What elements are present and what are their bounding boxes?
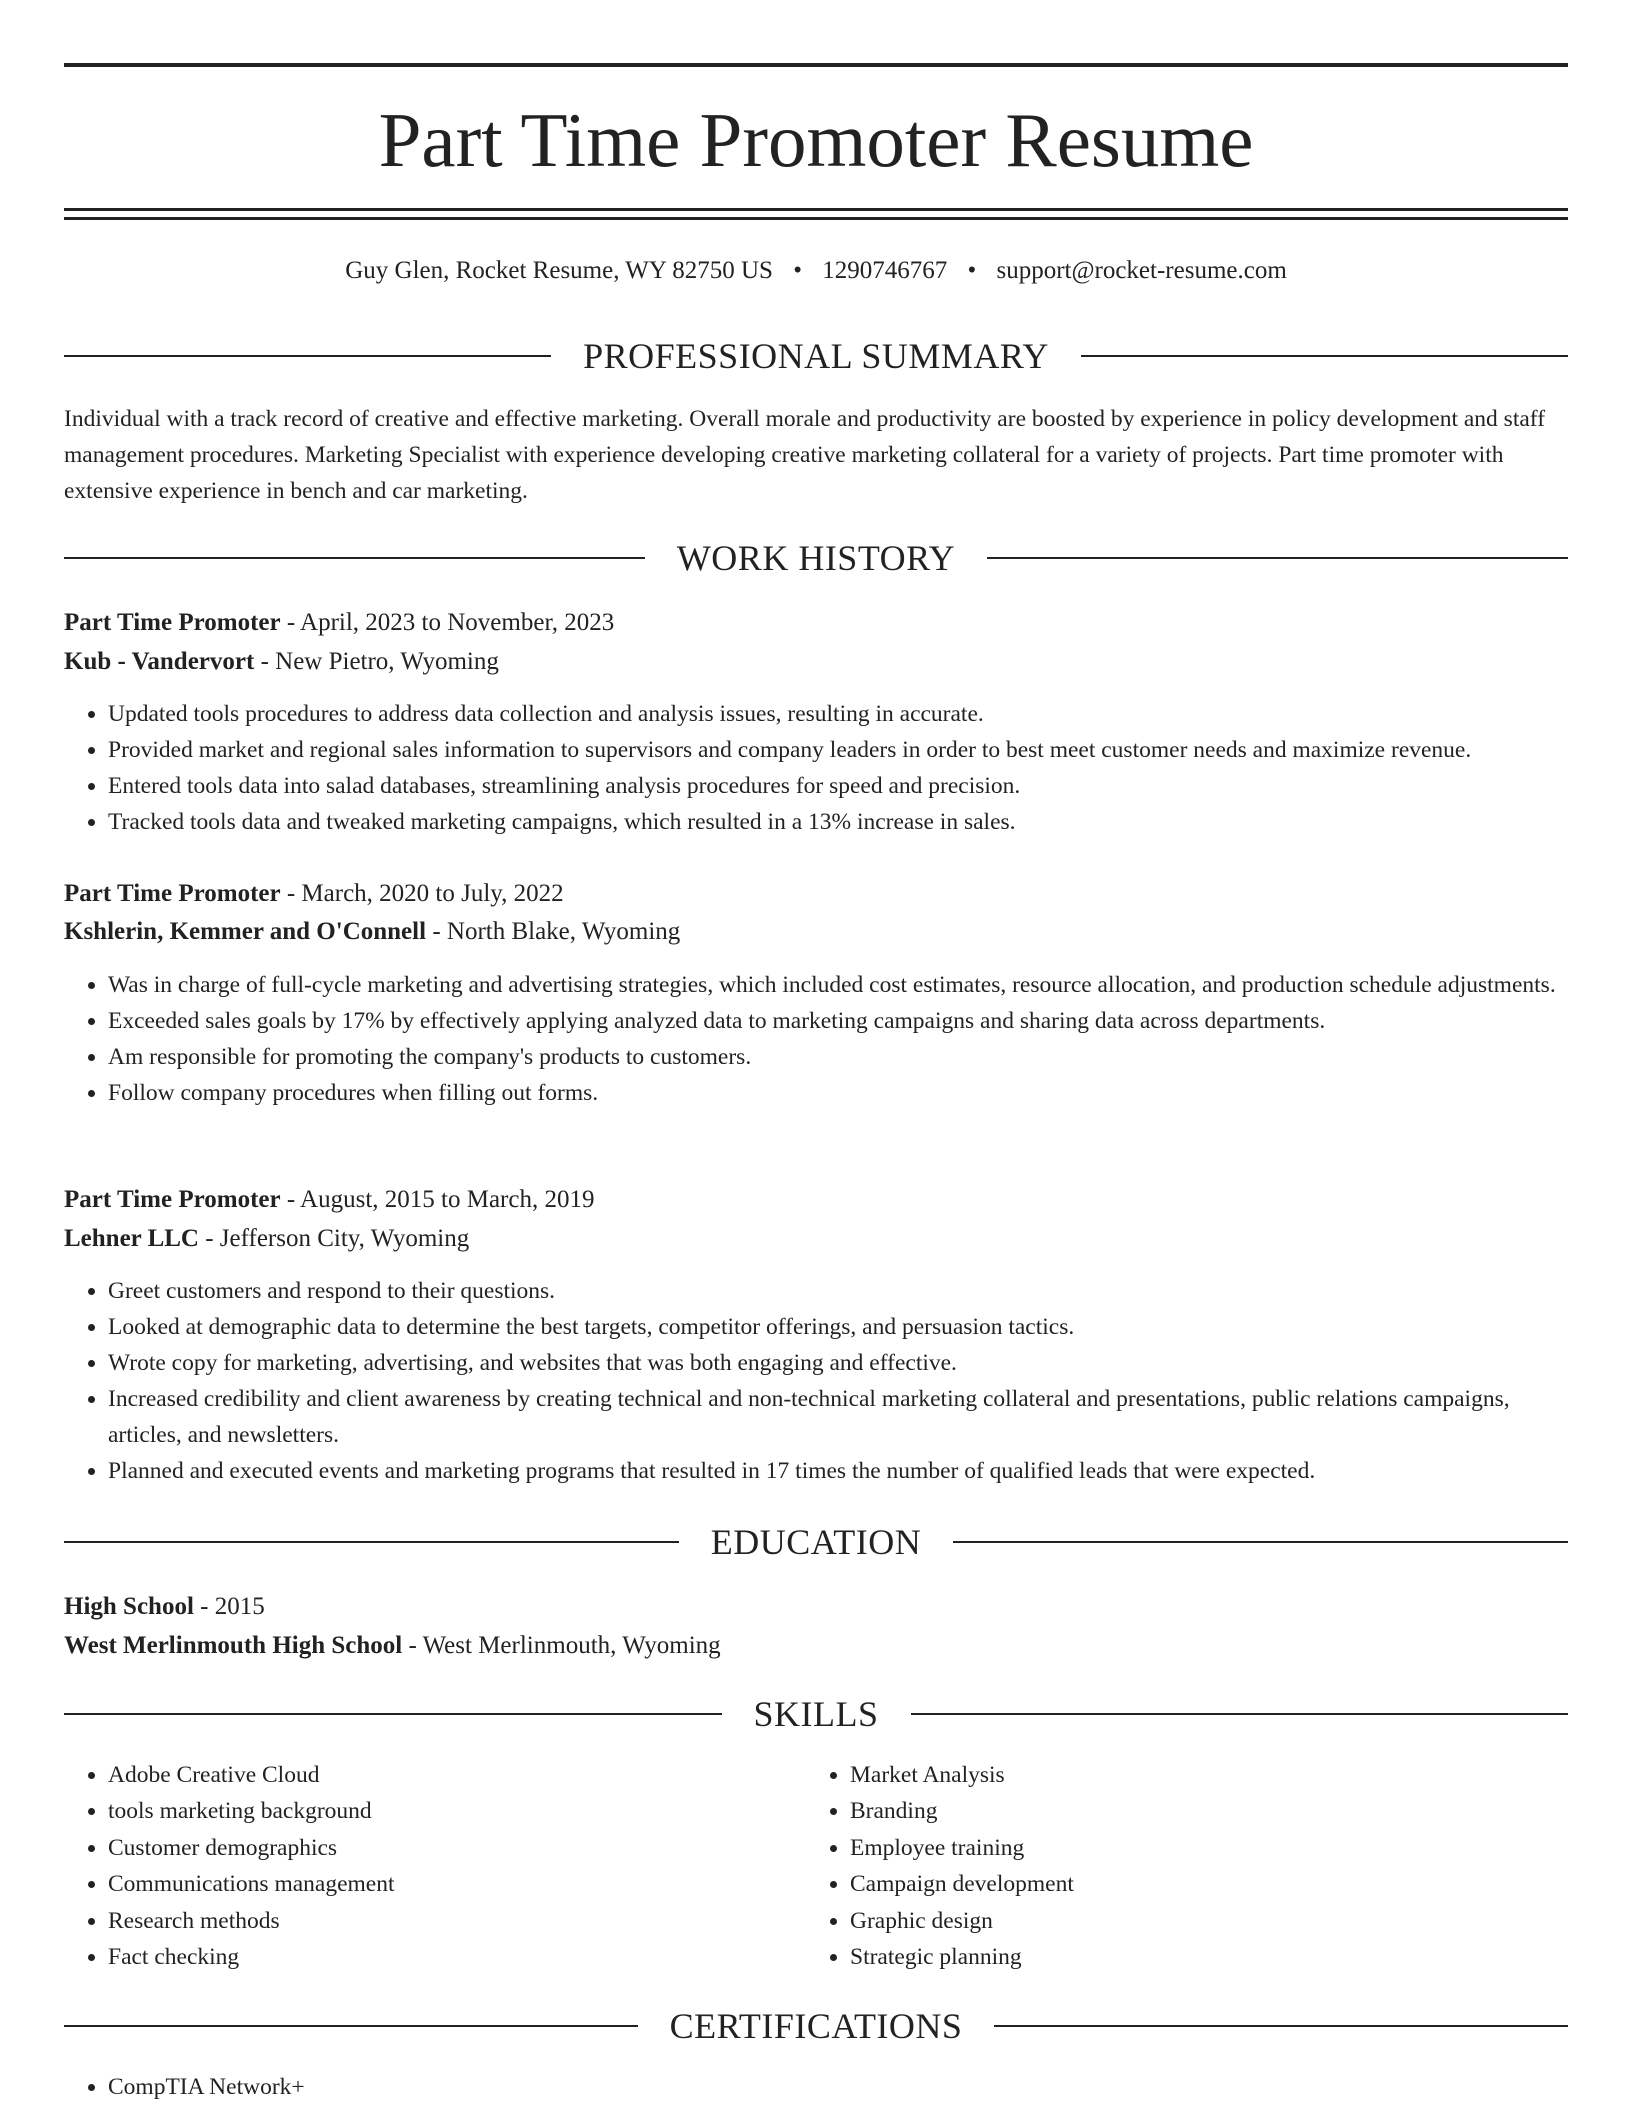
education-location: - West Merlinmouth, Wyoming <box>402 1632 721 1659</box>
skill-item: • Customer demographics <box>108 1830 808 1866</box>
section-title: CERTIFICATIONS <box>669 2006 963 2046</box>
job-dates: - April, 2023 to November, 2023 <box>280 609 615 636</box>
list-item: • Follow company procedures when filling out forms. <box>108 1075 1568 1111</box>
list-item: • Was in charge of full-cycle marketing and advertising strategies, which included cost estimates, resource allocation, and production schedule adjustments. <box>108 967 1568 1003</box>
job-company: Kshlerin, Kemmer and O'Connell <box>64 918 427 945</box>
contact-separator: • <box>967 257 977 284</box>
skill-item: • Fact checking <box>108 1939 808 1975</box>
skills-list-left <box>64 1757 808 1975</box>
skill-item: • Adobe Creative Cloud <box>108 1757 808 1793</box>
list-item: • Provided market and regional sales information to supervisors and company leaders in order to best meet customer needs and maximize revenue. <box>108 732 1568 768</box>
list-item: • Am responsible for promoting the company's products to customers. <box>108 1039 1568 1075</box>
section-title: PROFESSIONAL SUMMARY <box>583 336 1049 376</box>
heading-rule <box>64 557 645 559</box>
skill-item: • Communications management <box>108 1866 808 1902</box>
list-item: • Looked at demographic data to determine the best targets, competitor offerings, and persuasion tactics. <box>108 1309 1568 1345</box>
skill-item: • Employee training <box>850 1830 1550 1866</box>
job-title: Part Time Promoter <box>64 609 281 636</box>
section-title: SKILLS <box>753 1694 879 1734</box>
heading-rule <box>1081 355 1568 357</box>
job-title-line <box>64 877 1568 911</box>
title-double-rule <box>64 208 1568 220</box>
section-title: WORK HISTORY <box>676 538 956 578</box>
contact-address: Guy Glen, Rocket Resume, WY 82750 US <box>345 257 773 284</box>
education-year: - 2015 <box>193 1593 265 1620</box>
education-school: West Merlinmouth High School <box>64 1632 403 1659</box>
heading-rule <box>64 1541 679 1543</box>
skills-list-right <box>806 1757 1550 1975</box>
skill-item: • Strategic planning <box>850 1939 1550 1975</box>
certifications-list <box>64 2069 1568 2105</box>
heading-rule <box>64 2025 638 2027</box>
education-degree: High School <box>64 1593 194 1620</box>
job-dates: - March, 2020 to July, 2022 <box>280 880 564 907</box>
top-rule <box>64 63 1568 67</box>
list-item: • Exceeded sales goals by 17% by effectively applying analyzed data to marketing campaigns and sharing data across departments. <box>108 1003 1568 1039</box>
summary-text: Individual with a track record of creative and effective marketing. Overall morale and productivity are boosted by experience in policy development and staff management procedures. Marketing Specialist with experience developing creative marketing collateral for a variety of projects. Part time promoter with extensive experience in bench and car marketing. <box>64 406 1546 504</box>
heading-rule <box>64 1713 722 1715</box>
job-company: Lehner LLC <box>64 1225 199 1252</box>
job-location: - North Blake, Wyoming <box>426 918 681 945</box>
list-item: • Updated tools procedures to address data collection and analysis issues, resulting in accurate. <box>108 696 1568 732</box>
skill-item: • Research methods <box>108 1903 808 1939</box>
contact-phone: 1290746767 <box>822 257 948 284</box>
job-location: - Jefferson City, Wyoming <box>198 1225 470 1252</box>
job-bullets <box>64 967 1568 1111</box>
section-heading-certifications <box>64 2004 1568 2048</box>
job-title: Part Time Promoter <box>64 880 281 907</box>
section-heading-work-history <box>64 536 1568 580</box>
list-item: • Tracked tools data and tweaked marketing campaigns, which resulted in a 13% increase in sales. <box>108 804 1568 840</box>
section-title: EDUCATION <box>710 1522 922 1562</box>
education-school-line <box>64 1629 1568 1663</box>
section-heading-education <box>64 1520 1568 1564</box>
job-bullets <box>64 696 1568 840</box>
job-company: Kub - Vandervort <box>64 648 255 675</box>
certification-item: • CompTIA Network+ <box>108 2069 1568 2105</box>
section-heading-summary <box>64 334 1568 378</box>
list-item: • Greet customers and respond to their questions. <box>108 1273 1568 1309</box>
job-title-line <box>64 1183 1568 1217</box>
contact-email: support@rocket-resume.com <box>996 257 1287 284</box>
page-title: Part Time Promoter Resume <box>378 97 1254 183</box>
skill-item: • Graphic design <box>850 1903 1550 1939</box>
heading-rule <box>64 355 551 357</box>
heading-rule <box>987 557 1568 559</box>
heading-rule <box>953 1541 1568 1543</box>
job-company-line <box>64 915 1568 949</box>
skill-item: • Market Analysis <box>850 1757 1550 1793</box>
job-location: - New Pietro, Wyoming <box>254 648 499 675</box>
list-item: • Wrote copy for marketing, advertising, and websites that was both engaging and effective. <box>108 1345 1568 1381</box>
job-title-line <box>64 606 1568 640</box>
heading-rule <box>994 2025 1568 2027</box>
job-bullets <box>64 1273 1568 1489</box>
heading-rule <box>911 1713 1569 1715</box>
contact-line <box>64 254 1568 288</box>
section-heading-skills <box>64 1692 1568 1736</box>
job-dates: - August, 2015 to March, 2019 <box>280 1186 595 1213</box>
list-item: • Entered tools data into salad databases, streamlining analysis procedures for speed and precision. <box>108 768 1568 804</box>
job-title: Part Time Promoter <box>64 1186 281 1213</box>
skill-item: • Branding <box>850 1793 1550 1829</box>
skill-item: • tools marketing background <box>108 1793 808 1829</box>
skill-item: • Campaign development <box>850 1866 1550 1902</box>
list-item: • Planned and executed events and marketing programs that resulted in 17 times the number of qualified leads that were expected. <box>108 1453 1568 1489</box>
list-item: • Increased credibility and client awareness by creating technical and non-technical marketing collateral and presentations, public relations campaigns, articles, and newsletters. <box>108 1381 1568 1453</box>
contact-separator: • <box>793 257 802 284</box>
job-company-line <box>64 645 1568 679</box>
job-company-line <box>64 1222 1568 1256</box>
education-degree-line <box>64 1590 1568 1624</box>
